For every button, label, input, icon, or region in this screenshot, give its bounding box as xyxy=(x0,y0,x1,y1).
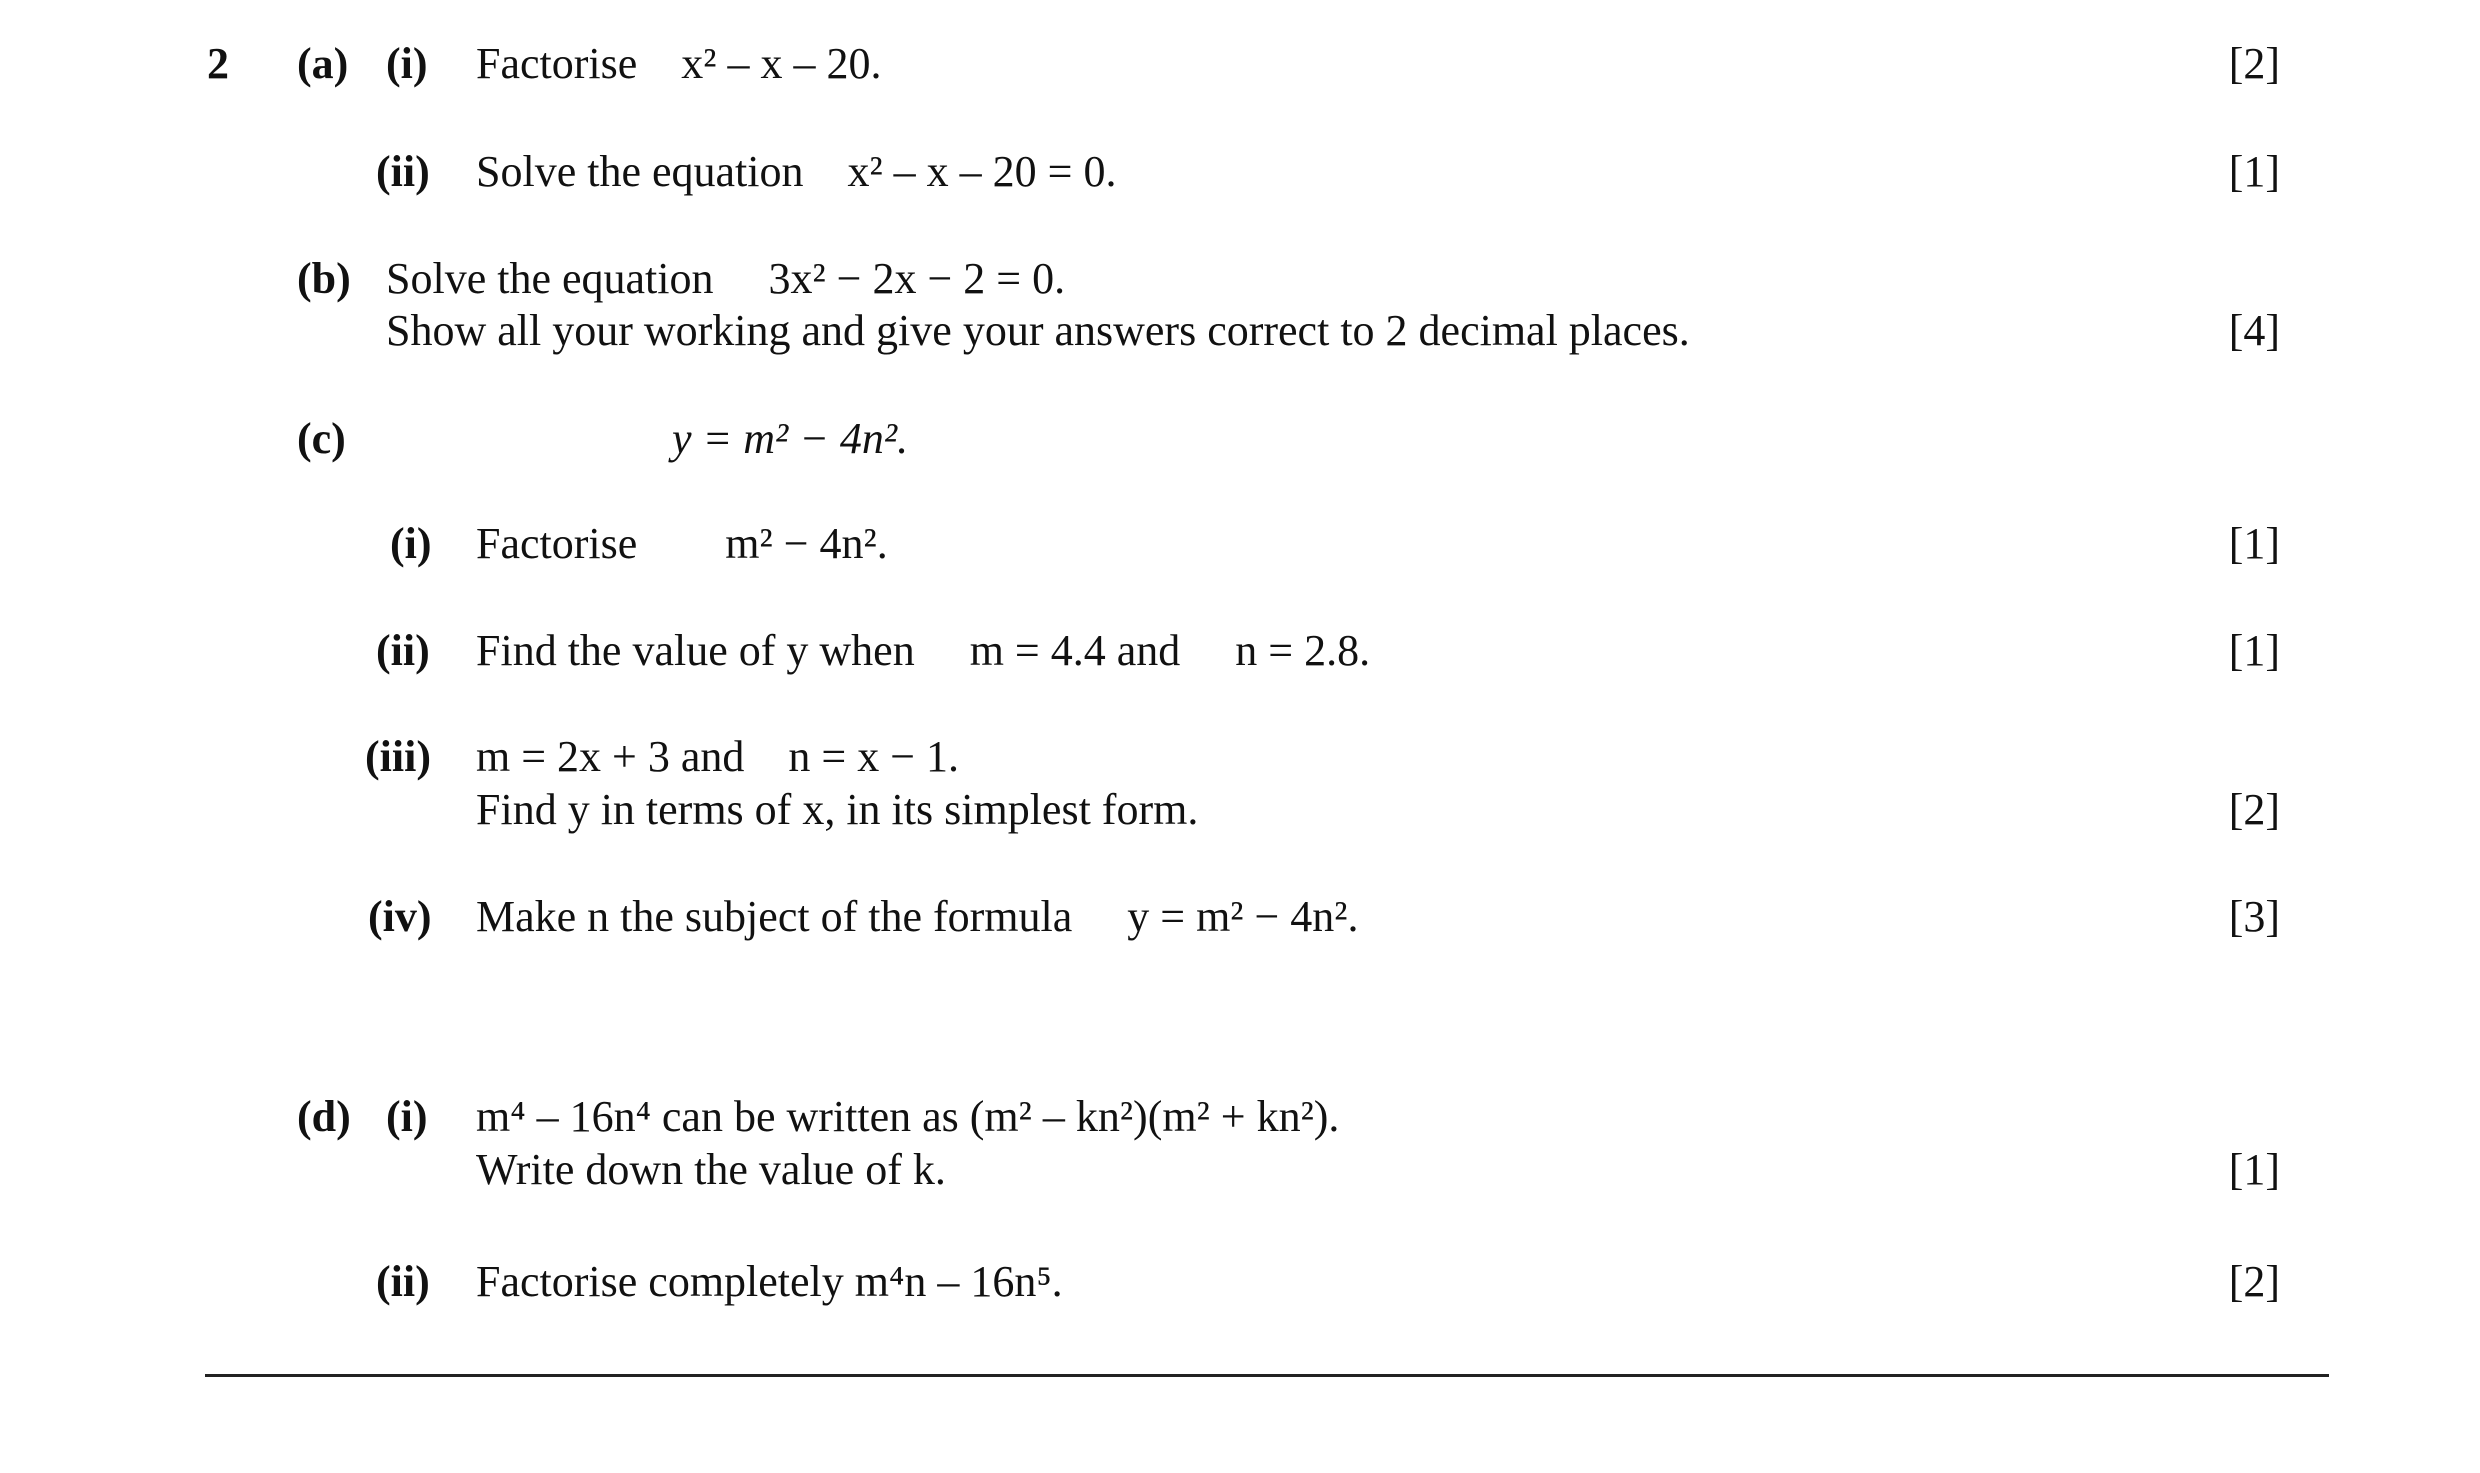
part-c-i-marks: [1] xyxy=(2228,519,2280,568)
part-d-ii-label: (ii) xyxy=(376,1257,430,1306)
part-a-ii-text: Solve the equation x² – x – 20 = 0. xyxy=(476,147,1117,196)
part-c-iii-marks: [2] xyxy=(2228,785,2280,834)
part-b-marks: [4] xyxy=(2228,306,2280,355)
part-d-i-label: (i) xyxy=(386,1092,428,1141)
part-c-iii-label: (iii) xyxy=(365,732,431,781)
part-a-label: (a) xyxy=(297,39,349,88)
part-c-iv-label: (iv) xyxy=(368,892,432,941)
part-c-ii-label: (ii) xyxy=(376,626,430,675)
part-d-i-line1: m⁴ – 16n⁴ can be written as (m² – kn²)(m² + kn²). xyxy=(476,1092,1340,1141)
part-c-iv-text: Make n the subject of the formula y = m² − 4n². xyxy=(476,892,1359,941)
part-c-label: (c) xyxy=(297,414,346,463)
part-c-i-label: (i) xyxy=(390,519,432,568)
part-b-label: (b) xyxy=(297,254,351,303)
part-b-line1: Solve the equation 3x² − 2x − 2 = 0. xyxy=(386,254,1066,303)
part-d-ii-marks: [2] xyxy=(2228,1257,2280,1306)
question-number: 2 xyxy=(207,39,229,88)
part-c-ii-marks: [1] xyxy=(2228,626,2280,675)
part-b-line2: Show all your working and give your answers correct to 2 decimal places. xyxy=(386,306,1690,355)
part-a-i-marks: [2] xyxy=(2228,39,2280,88)
bottom-rule xyxy=(205,1374,2329,1377)
part-d-i-line2: Write down the value of k. xyxy=(476,1145,946,1194)
part-c-iii-line1: m = 2x + 3 and n = x − 1. xyxy=(476,732,960,781)
part-c-iv-marks: [3] xyxy=(2228,892,2280,941)
part-d-i-marks: [1] xyxy=(2228,1145,2280,1194)
part-d-label: (d) xyxy=(297,1092,351,1141)
part-c-ii-text: Find the value of y when m = 4.4 and n = 2.8. xyxy=(476,626,1371,675)
part-c-formula: y = m² − 4n². xyxy=(672,414,909,463)
part-c-iii-line2: Find y in terms of x, in its simplest form. xyxy=(476,785,1199,834)
part-a-ii-label: (ii) xyxy=(376,147,430,196)
part-c-i-text: Factorise m² − 4n². xyxy=(476,519,888,568)
part-a-ii-marks: [1] xyxy=(2228,147,2280,196)
part-d-ii-text: Factorise completely m⁴n – 16n⁵. xyxy=(476,1257,1063,1306)
part-a-i-text: Factorise x² – x – 20. xyxy=(476,39,882,88)
part-a-i-label: (i) xyxy=(386,39,428,88)
